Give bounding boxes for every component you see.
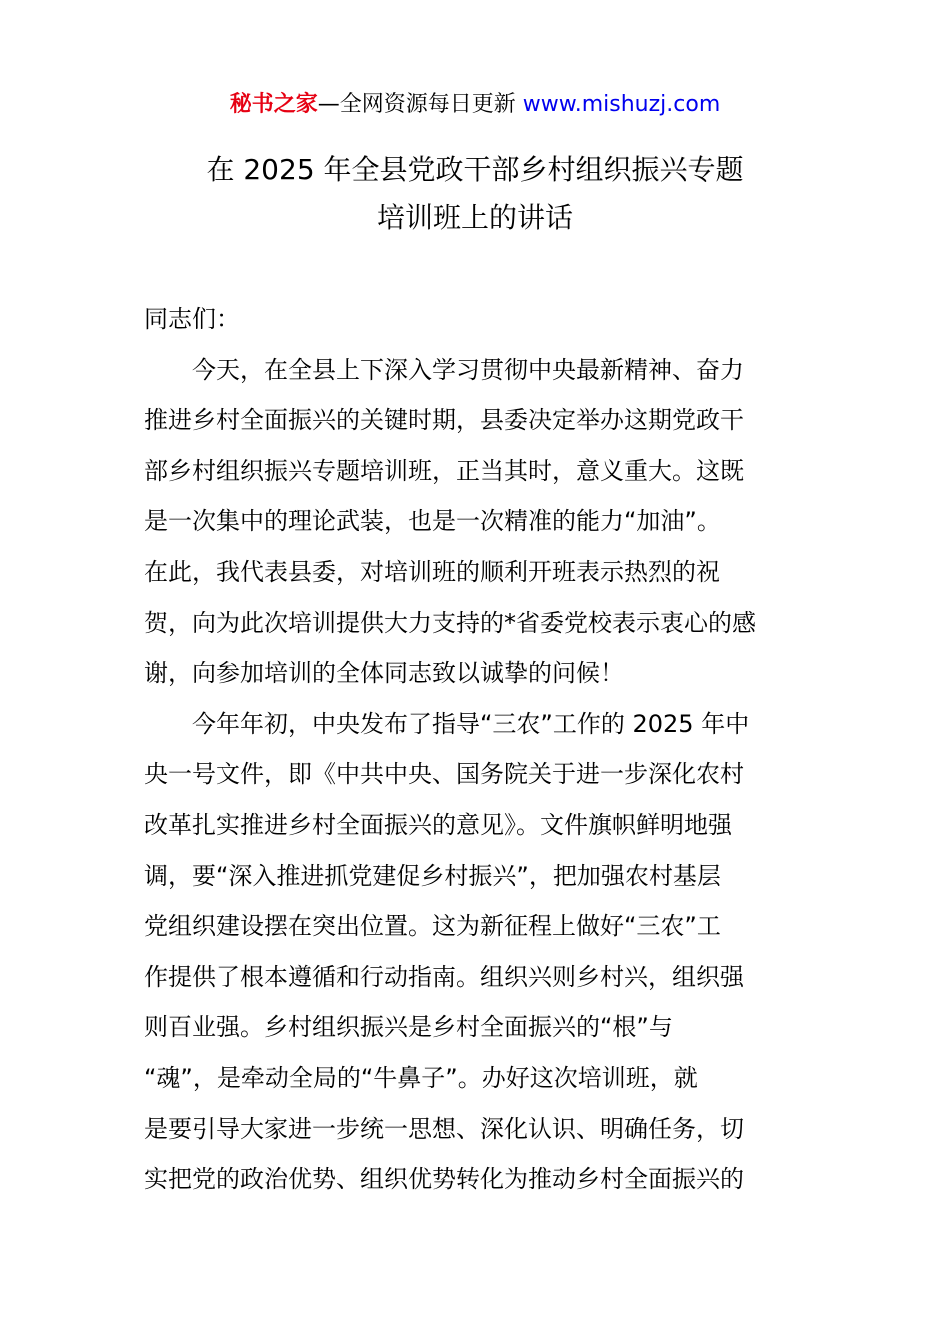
title-line-2: 培训班上的讲话 bbox=[376, 201, 573, 234]
body-line: 部乡村组织振兴专题培训班，正当其时，意义重大。这既 bbox=[144, 456, 744, 485]
body-line: “魂”，是牵动全局的“牛鼻子”。办好这次培训班，就 bbox=[144, 1063, 698, 1092]
site-header bbox=[0, 88, 950, 122]
body-line: 是要引导大家进一步统一思想、深化认识、明确任务，切 bbox=[144, 1114, 744, 1143]
body-line: 在此，我代表县委，对培训班的顺利开班表示热烈的祝 bbox=[144, 557, 720, 586]
body-line: 调，要“深入推进抓党建促乡村振兴”，把加强农村基层 bbox=[144, 861, 721, 890]
body-line: 实把党的政治优势、组织优势转化为推动乡村全面振兴的 bbox=[144, 1165, 744, 1194]
body-line: 今天，在全县上下深入学习贯彻中央最新精神、奋力 bbox=[192, 355, 744, 384]
site-brand: 秘书之家 bbox=[229, 92, 318, 117]
body-line: 央一号文件，即《中共中央、国务院关于进一步深化农村 bbox=[144, 760, 744, 789]
site-tagline: —全网资源每日更新 bbox=[317, 92, 523, 117]
body-line: 党组织建设摆在突出位置。这为新征程上做好“三农”工 bbox=[144, 912, 721, 941]
document-title bbox=[0, 146, 950, 242]
body-line: 作提供了根本遵循和行动指南。组织兴则乡村兴，组织强 bbox=[144, 962, 744, 991]
title-line-1: 在 2025 年全县党政干部乡村组织振兴专题 bbox=[206, 153, 744, 186]
document-body bbox=[144, 294, 806, 1205]
body-line: 则百业强。乡村组织振兴是乡村全面振兴的“根”与 bbox=[144, 1013, 673, 1042]
body-line: 改革扎实推进乡村全面振兴的意见》。文件旗帜鲜明地强 bbox=[144, 810, 732, 839]
body-line: 是一次集中的理论武装，也是一次精准的能力“加油”。 bbox=[144, 507, 721, 536]
body-line: 贺，向为此次培训提供大力支持的*省委党校表示衷心的感 bbox=[144, 608, 756, 637]
body-line: 推进乡村全面振兴的关键时期，县委决定举办这期党政干 bbox=[144, 406, 744, 435]
body-line: 今年年初，中央发布了指导“三农”工作的 2025 年中 bbox=[192, 709, 750, 738]
greeting: 同志们： bbox=[144, 305, 240, 333]
body-line: 谢，向参加培训的全体同志致以诚挚的问候！ bbox=[144, 659, 624, 688]
site-url-link[interactable]: www.mishuzj.com bbox=[522, 92, 721, 117]
